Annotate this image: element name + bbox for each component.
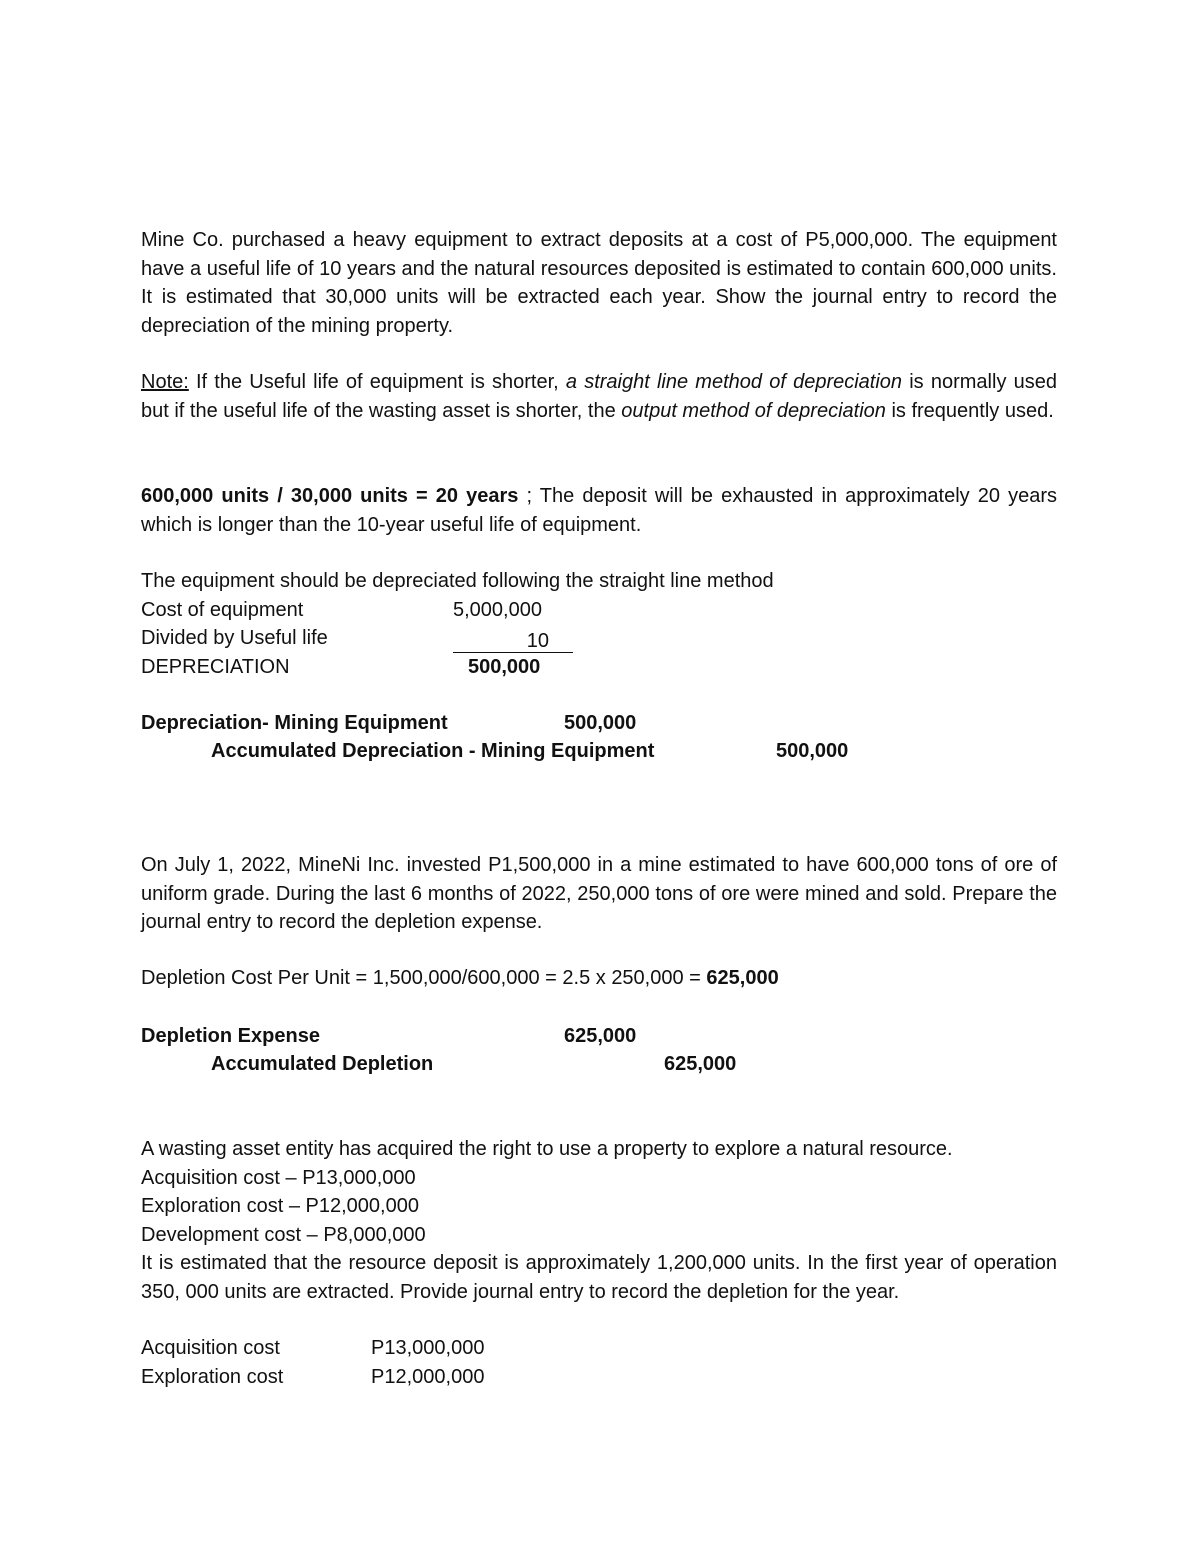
life-value-container bbox=[453, 627, 573, 655]
depreciation-label: DEPRECIATION bbox=[141, 656, 290, 678]
depletion-formula bbox=[141, 964, 779, 992]
formula-text: Depletion Cost Per Unit = 1,500,000/600,000 = 2.5 x 250,000 = bbox=[141, 967, 707, 989]
problem3-intro: A wasting asset entity has acquired the right to use a property to explore a natural resource. bbox=[141, 1138, 953, 1160]
method-line: The equipment should be depreciated following the straight line method bbox=[141, 570, 774, 592]
journal-entry-credit-amount: 500,000 bbox=[776, 740, 849, 762]
journal-entry-debit-amount: 500,000 bbox=[564, 712, 637, 734]
table-row-label: Exploration cost bbox=[141, 1366, 284, 1388]
problem1-paragraph: Mine Co. purchased a heavy equipment to extract deposits at a cost of P5,000,000. The equipment have a useful life of 10 years and the natural resources deposited is estimated to contain 600,000 units. It is estimated that 30,000 units will be extracted each year. Show the journal entry to record the depreciation of the mining property. bbox=[141, 229, 1057, 337]
formula-result: 625,000 bbox=[706, 967, 779, 989]
depletion-credit-amount: 625,000 bbox=[664, 1053, 737, 1075]
depletion-debit-account: Depletion Expense bbox=[141, 1025, 320, 1047]
calc-rest: ; The deposit will be exhausted in approximately 20 years which is longer than the 10-year useful life of equipment. bbox=[141, 485, 1057, 536]
calc-bold: 600,000 units / 30,000 units = 20 years bbox=[141, 485, 519, 507]
problem2-paragraph: On July 1, 2022, MineNi Inc. invested P1,500,000 in a mine estimated to have 600,000 tons of ore of uniform grade. During the last 6 months of 2022, 250,000 tons of ore were mined and sold. Prepare the journal entry to record the depletion expense. bbox=[141, 854, 1057, 933]
cost-value: 5,000,000 bbox=[453, 599, 542, 621]
depreciation-value: 500,000 bbox=[468, 656, 541, 678]
journal-entry-credit-account: Accumulated Depreciation - Mining Equipment bbox=[211, 740, 655, 762]
note-italic-1: a straight line method of depreciation bbox=[565, 371, 903, 393]
cost-label: Cost of equipment bbox=[141, 599, 304, 621]
life-value: 10 bbox=[453, 630, 573, 653]
note-text-3: is frequently used. bbox=[885, 399, 1054, 422]
cost-line-exploration: Exploration cost – P12,000,000 bbox=[141, 1195, 419, 1217]
problem1-note bbox=[141, 368, 1057, 425]
cost-line-acquisition: Acquisition cost – P13,000,000 bbox=[141, 1167, 416, 1189]
table-row-value: P13,000,000 bbox=[371, 1337, 485, 1359]
problem3-paragraph: It is estimated that the resource deposit is approximately 1,200,000 units. In the first year of operation 350, 000 units are extracted. Provide journal entry to record the depletion for the year. bbox=[141, 1252, 1057, 1303]
note-italic-2: output method of depreciation bbox=[621, 399, 886, 422]
depletion-credit-account: Accumulated Depletion bbox=[211, 1053, 434, 1075]
cost-line-development: Development cost – P8,000,000 bbox=[141, 1224, 426, 1246]
note-text-1: If the Useful life of equipment is shorter, bbox=[188, 371, 566, 393]
journal-entry-debit-account: Depreciation- Mining Equipment bbox=[141, 712, 448, 734]
depletion-debit-amount: 625,000 bbox=[564, 1025, 637, 1047]
table-row-value: P12,000,000 bbox=[371, 1366, 485, 1388]
note-text-2: is normally used but if the useful life of the wasting asset is shorter, the bbox=[141, 371, 1057, 422]
life-label: Divided by Useful life bbox=[141, 627, 328, 649]
problem1-calculation bbox=[141, 482, 1057, 539]
table-row-label: Acquisition cost bbox=[141, 1337, 280, 1359]
note-label: Note: bbox=[141, 371, 189, 393]
